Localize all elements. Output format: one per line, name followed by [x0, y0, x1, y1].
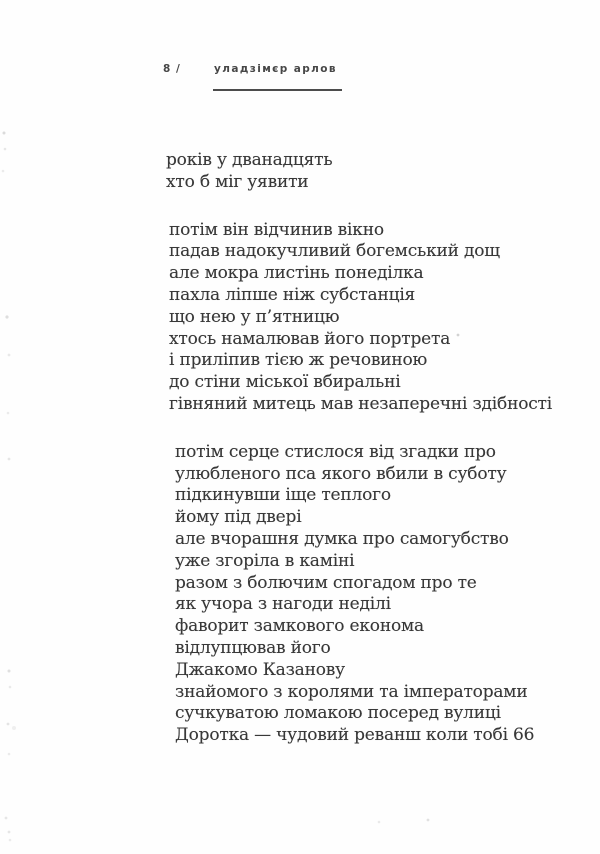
stanza — [166, 150, 552, 194]
poem-line: йому під двері — [175, 507, 302, 528]
poem-line: що нею у п’ятницю — [169, 306, 340, 327]
scan-noise-specks — [0, 0, 2, 2]
poem-line: уже згоріла в каміні — [175, 550, 355, 571]
poem-line: відлупцював його — [175, 637, 331, 658]
poem-line: пахла ліпше ніж субстанція — [169, 284, 416, 305]
poem-line: як учора з нагоди неділі — [175, 594, 391, 615]
poem-line: Доротка — чудовий реванш коли тобі 66 — [175, 725, 535, 746]
poem-line: знайомого з королями та імператорами — [175, 681, 528, 702]
poem-line: гівняний митець мав незаперечні здібності — [169, 393, 552, 414]
poem-line: років у дванадцять — [166, 150, 333, 170]
stanza — [175, 442, 552, 747]
poem-line: підкинувши іще теплого — [175, 485, 391, 506]
poem-line: хтось намалював його портрета — [169, 328, 451, 349]
poem-line: але вчорашня думка про самогубство — [175, 528, 509, 549]
poem-line: падав надокучливий богемський дощ — [169, 241, 500, 262]
poem-line: улюбленого пса якого вбили в суботу — [175, 463, 507, 484]
poem-line: потім серце стислося від згадки про — [175, 441, 496, 462]
poem-line: до стіни міської вбиральні — [169, 372, 401, 393]
poem-line: фаворит замкового економа — [175, 616, 424, 637]
stanza — [169, 220, 552, 416]
running-header — [0, 63, 600, 79]
poem-line: потім він відчинив вікно — [169, 219, 384, 240]
poem — [166, 150, 552, 773]
page-number: 8 — [163, 63, 172, 75]
poem-line: разом з болючим спогадом про те — [175, 572, 477, 593]
poem-line: і приліпив тією ж речовиною — [169, 350, 428, 371]
header-rule — [213, 89, 342, 91]
header-separator: / — [176, 63, 182, 75]
author-name: уладзімєр арлов — [214, 63, 337, 75]
poem-line: але мокра листінь понеділка — [169, 263, 424, 284]
poem-line: хто б міг уявити — [166, 171, 309, 192]
poem-line: сучкуватою ломакою посеред вулиці — [175, 703, 501, 724]
poem-line: Джакомо Казанову — [175, 659, 345, 680]
